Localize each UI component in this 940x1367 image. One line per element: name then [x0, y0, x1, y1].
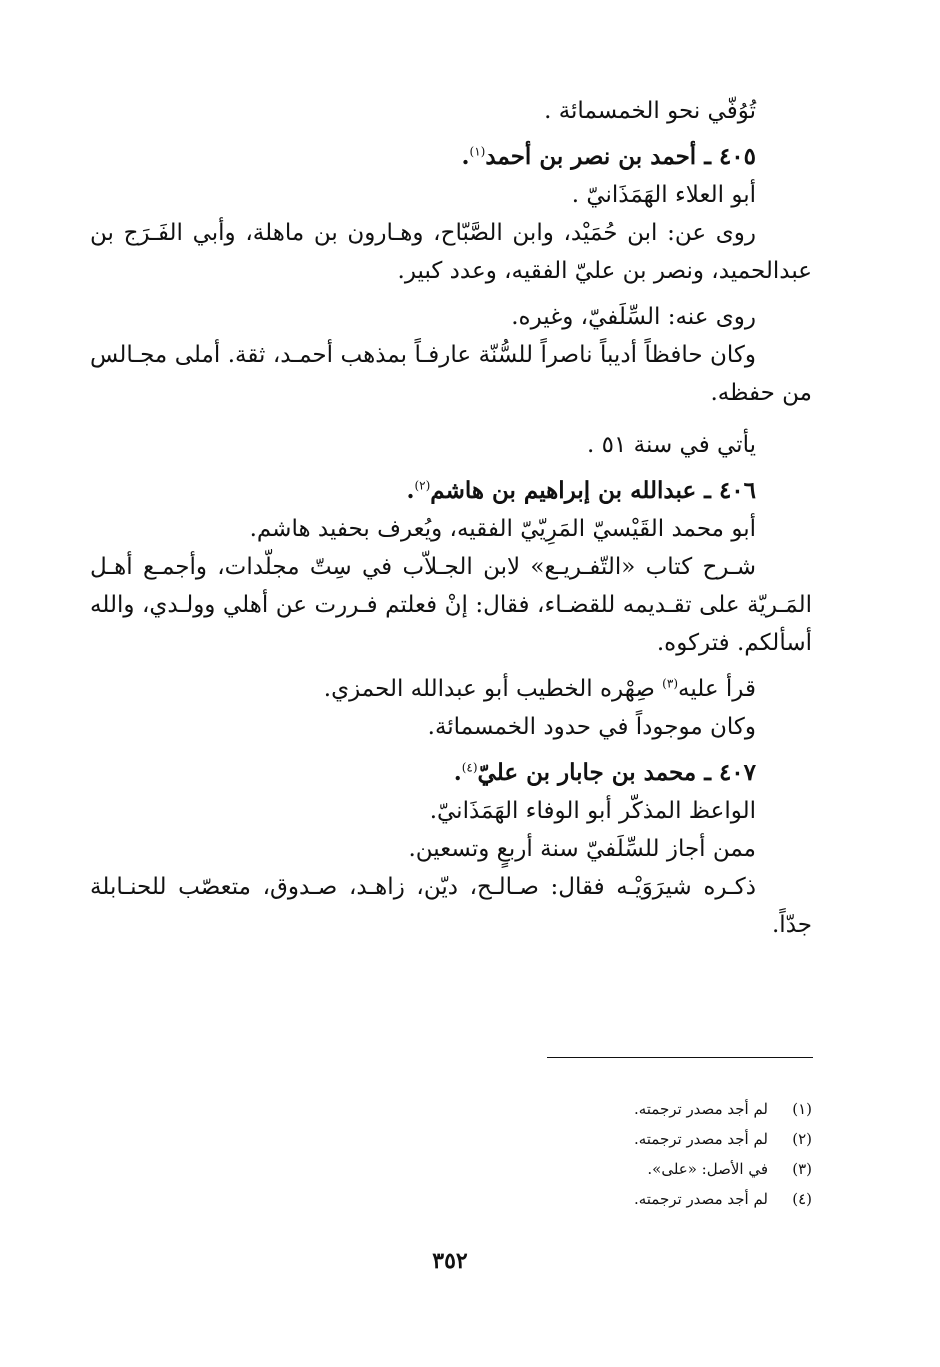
text-line: تُوُفّي نحو الخمسمائة . [544, 98, 756, 124]
entry-406-heading [90, 472, 812, 510]
text-line: أسألكم. فتركوه. [656, 630, 812, 656]
footnote-text: لم أجد مصدر ترجمته. [633, 1190, 768, 1208]
text-line: جدّاً. [772, 912, 812, 938]
footnote-ref-4[interactable]: (٤) [461, 760, 478, 775]
footnote-number: (٢) [792, 1130, 812, 1148]
text-line [90, 670, 812, 708]
footnote-ref-2[interactable]: (٢) [414, 478, 431, 493]
footnote-item [500, 1184, 812, 1214]
footnote-separator [547, 1057, 813, 1058]
footnote-item [500, 1154, 812, 1184]
main-text [90, 92, 812, 944]
page-number: ٣٥٢ [432, 1248, 468, 1274]
text-line: روى عنه: السِّلَفيّ، وغيره. [511, 304, 756, 330]
footnote-number: (٣) [792, 1160, 812, 1178]
text-line: ذكـره شيرَوَيْـه فقال: صـالـح، ديّن، زاهـد، صـدوق، متعصّب للحنـابلة [90, 874, 756, 900]
footnote-number: (٤) [792, 1190, 812, 1208]
text-line: المَـريّة على تقـديمه للقضـاء، فقال: إنْ فعلتم فـررت عن أهلي وولـدي، والله [90, 592, 812, 618]
footnote-number: (١) [792, 1100, 812, 1118]
text-line: الواعظ المذكّر أبو الوفاء الهَمَذَانيّ. [429, 798, 756, 824]
entry-407-heading [90, 754, 812, 792]
text-line: أبو محمد القَيْسيّ المَرِيّيّ الفقيه، ويُعرف بحفيد هاشم. [249, 516, 756, 542]
footnote-text: في الأصل: «على». [647, 1160, 768, 1178]
text-line: من حفظه. [710, 380, 812, 406]
entry-406-title: ٤٠٦ ـ عبدالله بن إبراهيم بن هاشم [430, 477, 756, 504]
text-fragment: قرأ عليه [678, 676, 756, 702]
footnote-text: لم أجد مصدر ترجمته. [633, 1100, 768, 1118]
text-line: روى عن: ابن حُمَيْد، وابن الصَّبّاح، وهـارون بن ماهلة، وأبي الفَـرَج بن [90, 220, 756, 246]
footnote-item [500, 1094, 812, 1124]
text-line: وكان حافظاً أديباً ناصراً للسُّنّة عارفـاً بمذهب أحمـد، ثقة. أملى مجـالس [90, 342, 756, 368]
text-line: عبدالحميد، ونصر بن عليّ الفقيه، وعدد كبير. [397, 258, 812, 284]
text-line: يأتي في سنة ٥١ . [587, 432, 756, 458]
text-line: شـرح كتاب «التّفـريـع» لابن الجـلاّب في سِتّ مجلّدات، وأجمـع أهـل [90, 554, 756, 580]
entry-407-title: ٤٠٧ ـ محمد بن جابار بن عليّ [477, 759, 756, 786]
text-fragment: صِهْره الخطيب أبو عبدالله الحمزي. [323, 676, 663, 702]
text-line: ممن أجاز للسِّلَفيّ سنة أربعٍ وتسعين. [408, 836, 756, 862]
heading-period: . [453, 759, 462, 786]
entry-405-heading [90, 138, 812, 176]
heading-period: . [406, 477, 415, 504]
footnote-ref-3[interactable]: (٣) [662, 676, 678, 691]
footnotes [500, 1094, 812, 1214]
text-line: أبو العلاء الهَمَذَانيّ . [571, 182, 756, 208]
footnote-ref-1[interactable]: (١) [469, 144, 486, 159]
text-line: وكان موجوداً في حدود الخمسمائة. [427, 714, 756, 740]
footnote-text: لم أجد مصدر ترجمته. [633, 1130, 768, 1148]
footnote-item [500, 1124, 812, 1154]
entry-405-title: ٤٠٥ ـ أحمد بن نصر بن أحمد [485, 143, 756, 170]
heading-period: . [461, 143, 470, 170]
